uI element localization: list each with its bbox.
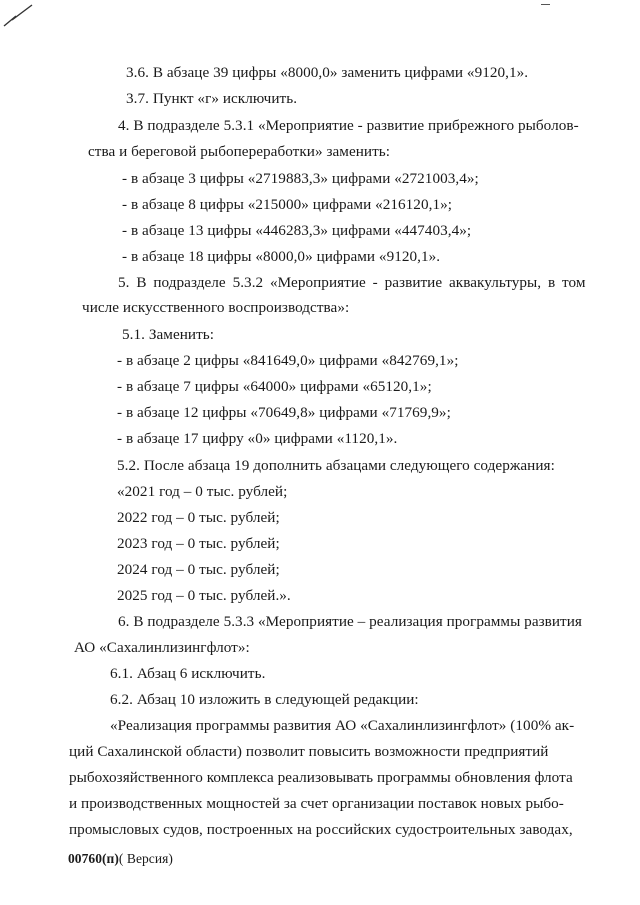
line-4-item-4: - в абзаце 18 цифры «8000,0» цифрами «9120,1». [122, 248, 441, 265]
line-6-title-cont: АО «Сахалинлизингфлот»: [74, 639, 250, 656]
line-6-2: 6.2. Абзац 10 изложить в следующей редакции: [110, 691, 419, 708]
line-5-title-cont: числе искусственного воспроизводства»: [82, 299, 350, 316]
line-year-2025: 2025 год – 0 тыс. рублей.». [117, 587, 291, 604]
line-6-title: 6. В подразделе 5.3.3 «Мероприятие – реализация программы развития [118, 613, 582, 630]
line-quote-2: ций Сахалинской области) позволит повысить возможности предприятий [69, 743, 549, 760]
line-3-7: 3.7. Пункт «г» исключить. [126, 90, 298, 107]
line-5-title: 5. В подразделе 5.3.2 «Мероприятие - развитие аквакультуры, в том [118, 274, 586, 291]
line-quote-5: промысловых судов, построенных на российских судостроительных заводах, [69, 821, 573, 838]
line-5-1-item-2: - в абзаце 7 цифры «64000» цифрами «65120,1»; [117, 378, 432, 395]
line-4-item-2: - в абзаце 8 цифры «215000» цифрами «216120,1»; [122, 196, 453, 213]
document-footer [68, 850, 173, 868]
line-4-item-1: - в абзаце 3 цифры «2719883,3» цифрами «2721003,4»; [122, 170, 479, 187]
line-year-2023: 2023 год – 0 тыс. рублей; [117, 535, 280, 552]
corner-pen-mark [2, 2, 34, 28]
line-year-2022: 2022 год – 0 тыс. рублей; [117, 509, 280, 526]
line-5-1-item-1: - в абзаце 2 цифры «841649,0» цифрами «842769,1»; [117, 352, 459, 369]
line-5-1-item-4: - в абзаце 17 цифру «0» цифрами «1120,1». [117, 430, 398, 447]
line-year-2024: 2024 год – 0 тыс. рублей; [117, 561, 280, 578]
line-4-title: 4. В подразделе 5.3.1 «Мероприятие - развитие прибрежного рыболов- [118, 117, 579, 134]
line-4-item-3: - в абзаце 13 цифры «446283,3» цифрами «447403,4»; [122, 222, 472, 239]
footer-note: ( Версия) [118, 851, 173, 866]
line-4-title-cont: ства и береговой рыбопереработки» заменить: [88, 143, 391, 160]
line-5-1-item-3: - в абзаце 12 цифры «70649,8» цифрами «71769,9»; [117, 404, 451, 421]
line-quote-4: и производственных мощностей за счет организации поставок новых рыбо- [69, 795, 564, 812]
line-5-2: 5.2. После абзаца 19 дополнить абзацами следующего содержания: [117, 457, 555, 474]
line-3-6: 3.6. В абзаце 39 цифры «8000,0» заменить цифрами «9120,1». [126, 64, 529, 81]
line-quote-3: рыбохозяйственного комплекса реализовывать программы обновления флота [69, 769, 573, 786]
top-dash-mark [541, 4, 550, 5]
line-quote-1: «Реализация программы развития АО «Сахалинлизингфлот» (100% ак- [110, 717, 575, 734]
line-6-1: 6.1. Абзац 6 исключить. [110, 665, 266, 682]
line-5-1: 5.1. Заменить: [122, 326, 215, 343]
footer-code: 00760(п) [68, 851, 119, 866]
line-year-2021: «2021 год – 0 тыс. рублей; [117, 483, 288, 500]
